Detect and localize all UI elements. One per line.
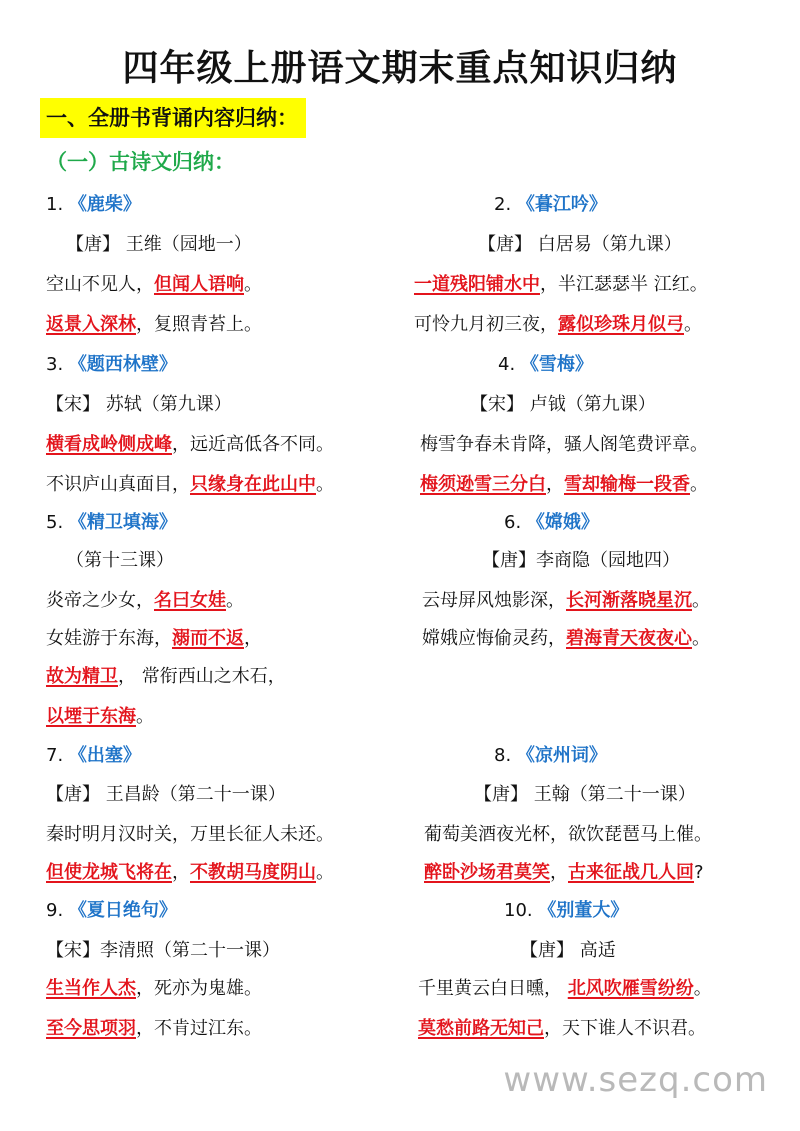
poem-name: 《精卫填海》 <box>68 512 177 533</box>
poem-number: 3. <box>46 354 64 375</box>
highlighted-text: 古来征战几人回 <box>568 862 694 883</box>
highlighted-text: 名曰女娃 <box>154 590 226 611</box>
line-text: 不识庐山真面目， <box>46 474 190 495</box>
line-text: 。 <box>136 706 154 727</box>
poem-name: 《夏日绝句》 <box>68 900 177 921</box>
line-text: 。 <box>316 474 334 495</box>
poem-line <box>46 430 334 456</box>
poem-line <box>46 702 154 728</box>
poem-title <box>46 896 177 922</box>
line-text: ， 常衔西山之木石， <box>118 666 286 687</box>
poem-number: 8. <box>494 745 512 766</box>
poem-title <box>46 508 177 534</box>
poem-author: 【宋】 苏轼（第九课） <box>46 394 232 415</box>
line-text: ，远近高低各不同。 <box>172 434 334 455</box>
poem-title <box>498 350 593 376</box>
poem-line <box>414 310 702 336</box>
line-text: 。 <box>692 590 710 611</box>
poem-line <box>414 270 708 296</box>
poem-number: 2. <box>494 194 512 215</box>
poem-title <box>494 190 607 216</box>
poem-title <box>46 190 141 216</box>
highlighted-text: 故为精卫 <box>46 666 118 687</box>
poem-number: 4. <box>498 354 516 375</box>
poem-name: 《暮江吟》 <box>516 194 607 215</box>
poem-line <box>418 1014 706 1040</box>
highlighted-text: 露似珍珠月似弓 <box>558 314 684 335</box>
poem-author: 【唐】 王翰（第二十一课） <box>474 784 696 805</box>
poem-author: 【唐】 高适 <box>520 940 616 961</box>
line-text: 。 <box>692 628 710 649</box>
highlighted-text: 返景入深林 <box>46 314 136 335</box>
poem-name: 《题西林壁》 <box>68 354 177 375</box>
poem-line <box>422 586 710 612</box>
poem-author: 【唐】李商隐（园地四） <box>482 550 680 571</box>
poem-number: 5. <box>46 512 64 533</box>
line-text: ， <box>550 862 568 883</box>
poem-line <box>46 470 334 496</box>
highlighted-text: 生当作人杰 <box>46 978 136 999</box>
poem-line <box>46 624 262 650</box>
line-text: 炎帝之少女， <box>46 590 154 611</box>
highlighted-text: 只缘身在此山中 <box>190 474 316 495</box>
poem-line <box>46 662 286 688</box>
line-text: 。 <box>693 978 712 999</box>
subsection-heading: （一）古诗文归纳： <box>46 150 235 174</box>
highlighted-text: 北风吹雁雪纷纷 <box>567 978 694 999</box>
poem-author: 【宋】李清照（第二十一课） <box>46 940 280 961</box>
line-text: ， <box>244 628 262 649</box>
line-text: ? <box>694 862 704 883</box>
poem-line <box>46 310 262 336</box>
section-heading: 一、全册书背诵内容归纳： <box>40 98 306 138</box>
highlighted-text: 一道残阳铺水中 <box>414 274 540 295</box>
poem-line <box>46 820 334 846</box>
highlighted-text: 不教胡马度阴山 <box>190 862 316 883</box>
poem-number: 10. <box>504 900 533 921</box>
poem-line <box>418 974 712 1000</box>
line-text: ，半江瑟瑟半 江红。 <box>540 274 708 295</box>
highlighted-text: 长河渐落晓星沉 <box>566 590 692 611</box>
line-text: 女娃游于东海， <box>46 628 172 649</box>
highlighted-text: 至今思项羽 <box>46 1018 136 1039</box>
highlighted-text: 醉卧沙场君莫笑 <box>424 862 550 883</box>
watermark: www.sezq.com <box>503 1060 768 1100</box>
line-text: ，死亦为鬼雄。 <box>136 978 262 999</box>
line-text: ，不肯过江东。 <box>136 1018 262 1039</box>
poem-line <box>46 974 262 1000</box>
poem-number: 6. <box>504 512 522 533</box>
line-text: ，天下谁人不识君。 <box>544 1018 706 1039</box>
page-title: 四年级上册语文期末重点知识归纳 <box>122 48 678 89</box>
highlighted-text: 但闻人语响 <box>154 274 244 295</box>
poem-line <box>422 624 710 650</box>
poem-title <box>46 741 141 767</box>
poem-line <box>46 270 262 296</box>
line-text: 空山不见人， <box>46 274 154 295</box>
line-text: 可怜九月初三夜， <box>414 314 558 335</box>
line-text: 梅雪争春未肯降，骚人阁笔费评章。 <box>420 434 708 455</box>
poem-author: 【唐】 王昌龄（第二十一课） <box>46 784 286 805</box>
highlighted-text: 以堙于东海 <box>46 706 136 727</box>
line-text: 葡萄美酒夜光杯，欲饮琵琶马上催。 <box>424 824 712 845</box>
poem-number: 1. <box>46 194 64 215</box>
poem-author: 【宋】 卢钺（第九课） <box>470 394 656 415</box>
poem-line <box>46 1014 262 1040</box>
poem-line <box>420 470 708 496</box>
highlighted-text: 但使龙城飞将在 <box>46 862 172 883</box>
highlighted-text: 雪却输梅一段香 <box>564 474 690 495</box>
poem-line <box>46 586 244 612</box>
line-text: ， <box>172 862 190 883</box>
line-text: 。 <box>690 474 708 495</box>
highlighted-text: 莫愁前路无知己 <box>418 1018 544 1039</box>
poem-name: 《雪梅》 <box>520 354 593 375</box>
poem-name: 《出塞》 <box>68 745 141 766</box>
poem-name: 《鹿柴》 <box>68 194 141 215</box>
poem-title <box>504 508 599 534</box>
line-text: ，复照青苔上。 <box>136 314 262 335</box>
line-text: 。 <box>244 274 262 295</box>
highlighted-text: 梅须逊雪三分白 <box>420 474 546 495</box>
poem-author: 【唐】 白居易（第九课） <box>478 234 682 255</box>
line-text: 。 <box>316 862 334 883</box>
highlighted-text: 溺而不返 <box>172 628 244 649</box>
poem-line <box>424 858 704 884</box>
poem-title <box>504 896 628 922</box>
line-text: 。 <box>684 314 702 335</box>
poem-line <box>424 820 712 846</box>
poem-number: 9. <box>46 900 64 921</box>
poem-name: 《嫦娥》 <box>526 512 599 533</box>
poem-number: 7. <box>46 745 64 766</box>
line-text: 云母屏风烛影深， <box>422 590 566 611</box>
poem-title <box>494 741 607 767</box>
poem-name: 《别董大》 <box>538 900 629 921</box>
poem-line <box>46 858 334 884</box>
highlighted-text: 横看成岭侧成峰 <box>46 434 172 455</box>
line-text: 。 <box>226 590 244 611</box>
line-text: 嫦娥应悔偷灵药， <box>422 628 566 649</box>
line-text: 秦时明月汉时关，万里长征人未还。 <box>46 824 334 845</box>
poem-line <box>420 430 708 456</box>
poem-name: 《凉州词》 <box>516 745 607 766</box>
line-text: ， <box>546 474 564 495</box>
poem-title <box>46 350 177 376</box>
line-text: 千里黄云白日曛， <box>418 978 568 999</box>
poem-author: （第十三课） <box>66 550 174 571</box>
poem-author: 【唐】 王维（园地一） <box>66 234 252 255</box>
highlighted-text: 碧海青天夜夜心 <box>566 628 692 649</box>
